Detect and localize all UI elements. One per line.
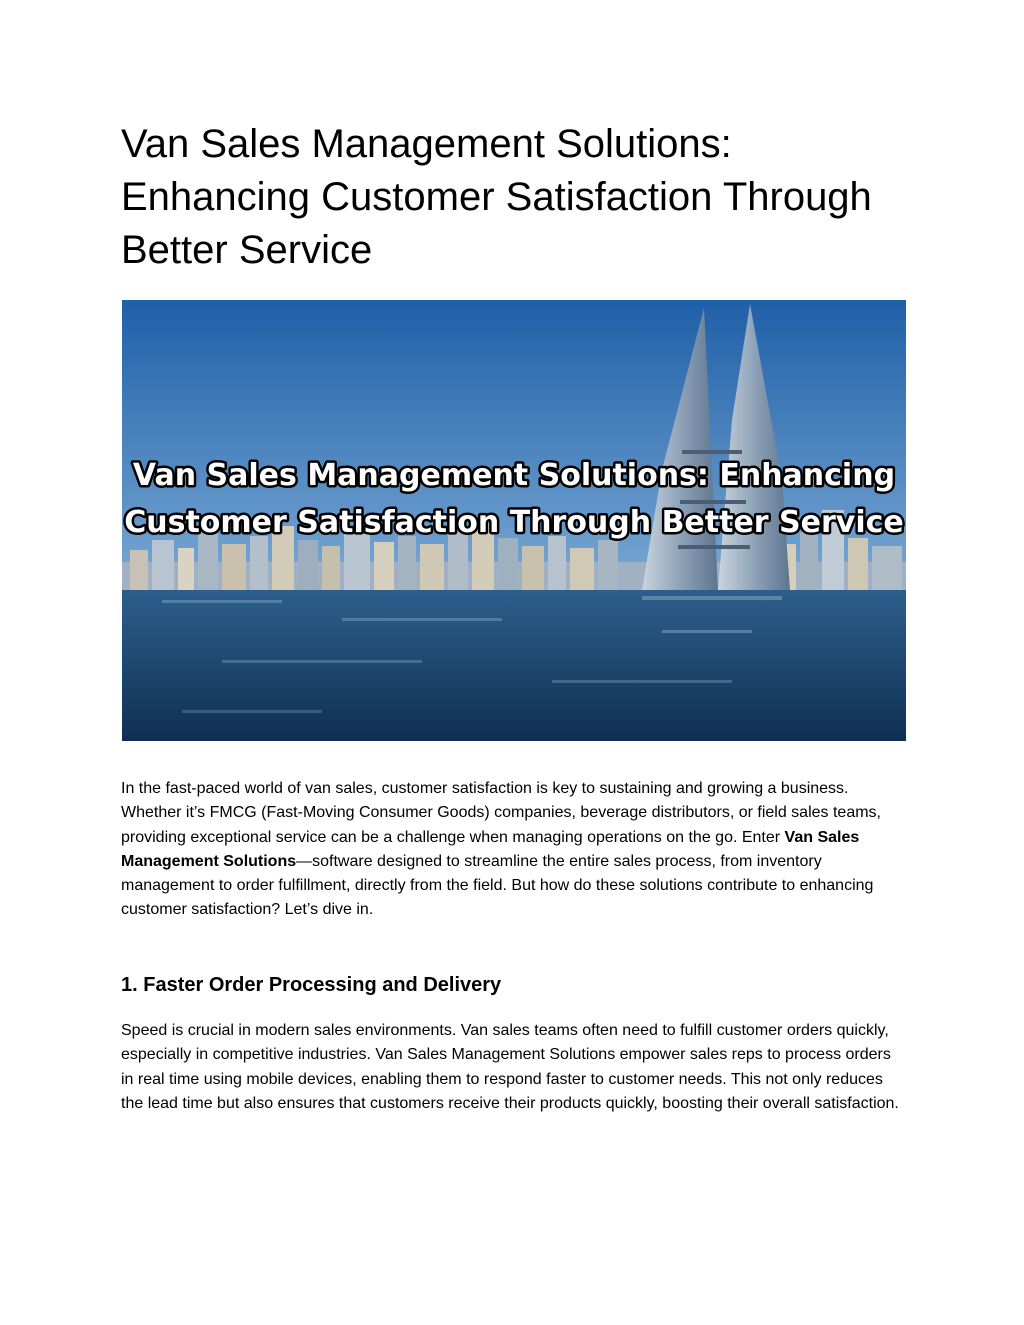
intro-paragraph — [121, 777, 905, 923]
intro-text-before: In the fast-paced world of van sales, customer satisfaction is key to sustaining and growing a business. Whether it’s FMCG (Fast-Moving Consumer Goods) companies, beverage distributors, or field sales teams, providing exceptional service can be a challenge when managing operations on the go. Enter — [121, 780, 881, 846]
intro-text-after: —software designed to streamline the entire sales process, from inventory management to order fulfillment, directly from the field. But how do these solutions contribute to enhancing customer satisfaction? Let’s dive in. — [121, 852, 874, 919]
hero-overlay-line-2: Customer Satisfaction Through Better Service — [124, 505, 904, 540]
page-title: Van Sales Management Solutions: Enhancing Customer Satisfaction Through Better Service — [121, 122, 872, 272]
hero-overlay-line-1: Van Sales Management Solutions: Enhancing — [132, 458, 896, 493]
city-skyline-illustration — [122, 300, 906, 741]
water — [122, 590, 906, 741]
section-heading: 1. Faster Order Processing and Delivery — [121, 974, 502, 996]
intro-bold-term: Van Sales Management Solutions — [121, 828, 860, 870]
section-paragraph: Speed is crucial in modern sales environments. Van sales teams often need to fulfill customer orders quickly, especially in competitive industries. Van Sales Management Solutions empower sales reps to process orders in real time using mobile devices, enabling them to respond faster to customer needs. This not only reduces the lead time but also ensures that customers receive their products quickly, boosting their overall satisfaction. — [121, 1022, 899, 1112]
hero-image — [122, 300, 906, 741]
